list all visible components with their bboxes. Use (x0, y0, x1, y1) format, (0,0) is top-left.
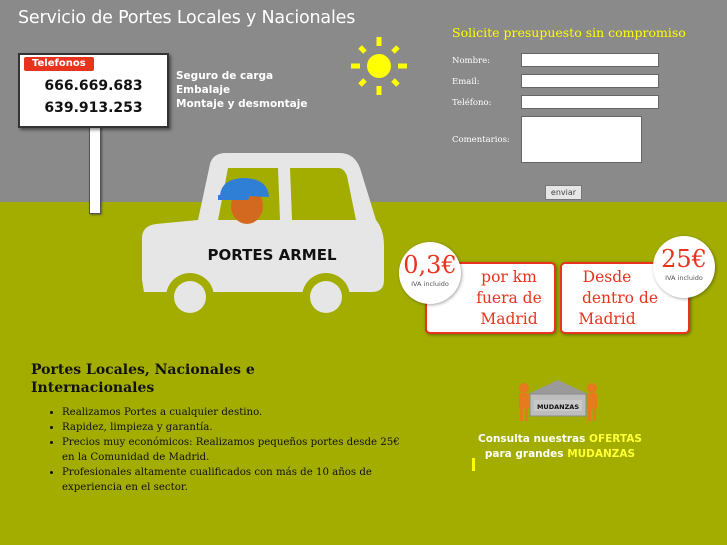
services-list (176, 69, 307, 111)
promo-accent-bar (472, 458, 475, 471)
offer-city-price-circle (653, 236, 715, 298)
phone-number-2[interactable]: 639.913.253 (44, 100, 143, 116)
service-item: Montaje y desmontaje (176, 98, 308, 110)
list-item: • Precios muy económicos: Realizamos pequeños portes desde 25€ en la Comunidad de Madrid. (62, 435, 402, 465)
features-list (31, 405, 402, 495)
service-item: Embalaje (176, 84, 231, 96)
phone-number-1[interactable]: 666.669.683 (44, 78, 143, 94)
offer-km-line1: por km (481, 268, 537, 286)
sign-post (89, 122, 101, 214)
offer-km-price-circle (399, 242, 461, 304)
phone-tag: Telefonos (24, 57, 94, 71)
offer-city-line1: Desde (582, 268, 632, 286)
promo-line-1-highlight: OFERTAS (589, 433, 642, 445)
promo-line-2-highlight: MUDANZAS (567, 448, 636, 460)
email-label: Email: (452, 77, 480, 87)
van-brand-label: PORTES ARMEL (207, 246, 337, 264)
name-label: Nombre: (452, 56, 491, 66)
promo-line-2-text: para grandes (484, 448, 568, 460)
sun-icon (348, 34, 408, 98)
email-input[interactable] (521, 74, 659, 88)
promo-line-1-text: Consulta nuestras (478, 433, 590, 445)
list-item: • Rapidez, limpieza y garantía. (62, 420, 402, 435)
phone-label: Teléfono: (452, 98, 492, 108)
submit-button[interactable]: enviar (545, 185, 582, 200)
phone-sign (18, 53, 169, 128)
site-title: Servicio de Portes Locales y Nacionales (18, 8, 356, 28)
content-heading: Portes Locales, Nacionales e Internacionales (31, 362, 255, 396)
name-input[interactable] (521, 53, 659, 67)
phone-input[interactable] (521, 95, 659, 109)
van-illustration (130, 150, 386, 325)
comments-label: Comentarios: (452, 135, 510, 145)
promo-line-1[interactable] (470, 433, 650, 445)
comments-textarea[interactable] (521, 116, 642, 163)
offer-km-price: 0,3€ (403, 251, 457, 279)
service-item: Seguro de carga (176, 70, 274, 82)
offer-city-price: 25€ (661, 245, 707, 273)
offer-city-line2: dentro de (581, 289, 659, 307)
offer-km-line2: fuera de (476, 289, 542, 307)
quote-form-title: Solicite presupuesto sin compromiso (452, 25, 686, 40)
offer-km-iva: IVA incluido (411, 280, 449, 288)
promo-line-2[interactable] (470, 448, 650, 460)
offer-km-line3: Madrid (480, 310, 538, 328)
list-item: • Profesionales altamente cualificados con más de 10 años de experiencia en el sector. (62, 465, 402, 495)
promo-box-label: MUDANZAS (536, 403, 580, 411)
list-item: • Realizamos Portes a cualquier destino. (62, 405, 402, 420)
offer-city-iva: IVA incluido (665, 274, 703, 282)
offer-city-line3: Madrid (578, 310, 636, 328)
